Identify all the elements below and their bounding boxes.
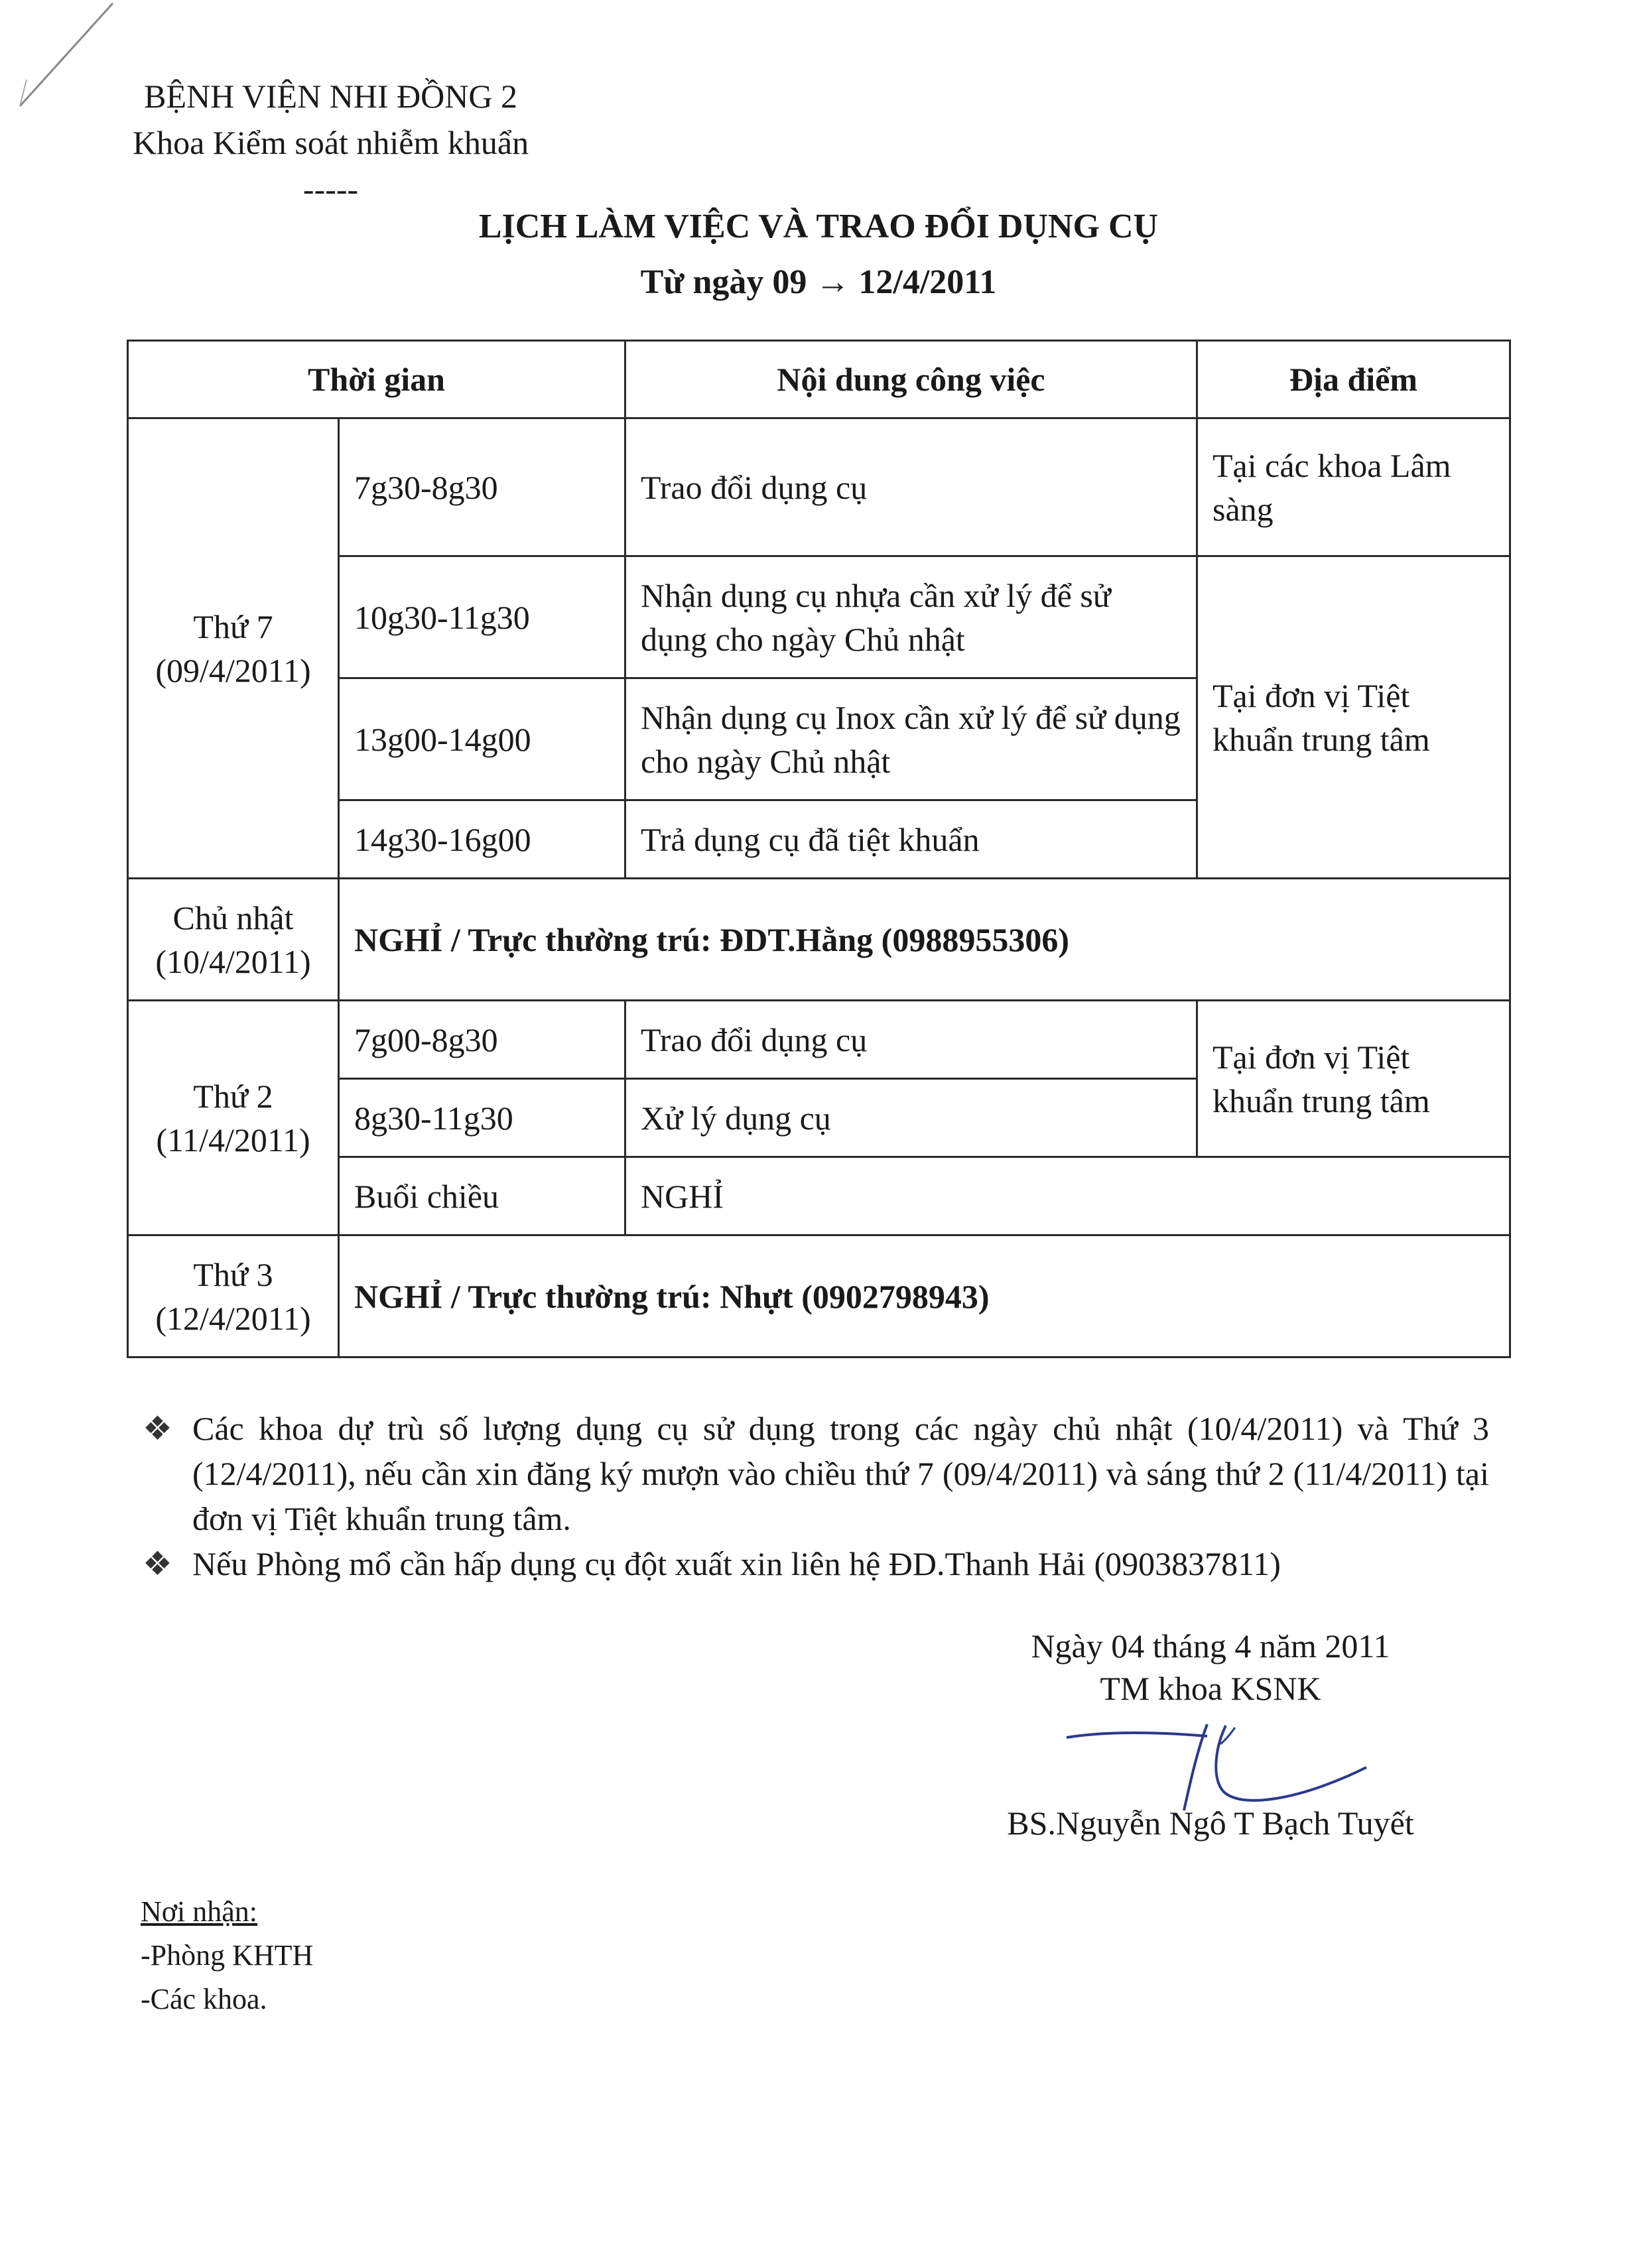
title-date-range: Từ ngày 09 → 12/4/2011 — [640, 263, 997, 301]
content-cell: Trao đổi dụng cụ — [625, 418, 1197, 556]
off-duty-cell: NGHỈ / Trực thường trú: ĐDT.Hằng (0988955306) — [339, 879, 1510, 1001]
day-name: Thứ 2 — [193, 1077, 273, 1115]
day-date: (09/4/2011) — [155, 651, 311, 689]
location-cell: Tại đơn vị Tiệt khuẩn trung tâm — [1197, 556, 1510, 879]
schedule-table — [127, 340, 1511, 1358]
time-cell: 14g30-16g00 — [339, 800, 625, 879]
hospital-name: BỆNH VIỆN NHI ĐỒNG 2 — [144, 78, 518, 115]
content-cell: Nhận dụng cụ nhựa cần xử lý để sử dụng cho ngày Chủ nhật — [625, 556, 1197, 678]
location-cell: Tại các khoa Lâm sàng — [1197, 418, 1510, 556]
content-cell: Nhận dụng cụ Inox cần xử lý để sử dụng cho ngày Chủ nhật — [625, 678, 1197, 800]
scan-corner-mark — [13, 0, 119, 119]
note-text: Các khoa dự trù số lượng dụng cụ sử dụng trong các ngày chủ nhật (10/4/2011) và Thứ 3 (12/4/2011), nếu cần xin đăng ký mượn vào chiều thứ 7 (09/4/2011) và sáng thứ 2 (11/4/2011) tại đơn vị Tiệt khuẩn trung tâm. — [192, 1410, 1489, 1537]
department-name: Khoa Kiểm soát nhiễm khuẩn — [133, 124, 529, 161]
recipient-item: -Phòng KHTH — [141, 1939, 314, 1972]
day-cell-tue — [128, 1235, 339, 1357]
day-date: (10/4/2011) — [155, 942, 311, 980]
time-cell: Buổi chiều — [339, 1157, 625, 1235]
table-row — [128, 418, 1510, 556]
document-header — [133, 73, 529, 212]
recipients-heading: Nơi nhận: — [141, 1895, 258, 1928]
header-content: Nội dung công việc — [625, 341, 1197, 418]
content-cell: Trao đổi dụng cụ — [625, 1001, 1197, 1079]
sign-role: TM khoa KSNK — [1100, 1670, 1321, 1707]
table-row — [128, 1235, 1510, 1357]
note-item — [143, 1406, 1489, 1541]
header-time: Thời gian — [128, 341, 625, 418]
diamond-bullet-icon: ❖ — [143, 1410, 172, 1447]
day-date: (11/4/2011) — [156, 1121, 310, 1159]
title-main: LỊCH LÀM VIỆC VÀ TRAO ĐỔI DỤNG CỤ — [478, 208, 1159, 245]
day-cell-sun — [128, 879, 339, 1001]
off-duty-cell: NGHỈ / Trực thường trú: Nhựt (0902798943) — [339, 1235, 1510, 1357]
time-cell: 7g30-8g30 — [339, 418, 625, 556]
content-cell: NGHỈ — [625, 1157, 1510, 1235]
document-title — [0, 199, 1637, 310]
table-header-row — [128, 341, 1510, 418]
table-row — [128, 879, 1510, 1001]
note-item — [143, 1541, 1489, 1586]
content-cell: Trả dụng cụ đã tiệt khuẩn — [625, 800, 1197, 879]
day-cell-sat — [128, 418, 339, 879]
content-cell: Xử lý dụng cụ — [625, 1079, 1197, 1157]
day-name: Thứ 3 — [193, 1255, 273, 1293]
day-name: Chủ nhật — [172, 899, 294, 936]
signature-block — [929, 1625, 1492, 1710]
diamond-bullet-icon: ❖ — [143, 1545, 172, 1582]
day-date: (12/4/2011) — [155, 1299, 311, 1337]
notes-section — [143, 1406, 1489, 1586]
time-cell: 8g30-11g30 — [339, 1079, 625, 1157]
signer-name: BS.Nguyễn Ngô T Bạch Tuyết — [1007, 1804, 1414, 1842]
recipients-block — [141, 1890, 313, 2021]
location-cell: Tại đơn vị Tiệt khuẩn trung tâm — [1197, 1001, 1510, 1157]
table-row — [128, 1001, 1510, 1079]
time-cell: 7g00-8g30 — [339, 1001, 625, 1079]
time-cell: 13g00-14g00 — [339, 678, 625, 800]
header-separator: ----- — [302, 170, 359, 208]
header-location: Địa điểm — [1197, 341, 1510, 418]
time-cell: 10g30-11g30 — [339, 556, 625, 678]
sign-date: Ngày 04 tháng 4 năm 2011 — [1031, 1627, 1390, 1665]
recipient-item: -Các khoa. — [141, 1983, 267, 2015]
note-text: Nếu Phòng mổ cần hấp dụng cụ đột xuất xin liên hệ ĐD.Thanh Hải (0903837811) — [192, 1545, 1281, 1582]
day-cell-mon — [128, 1001, 339, 1235]
day-name: Thứ 7 — [193, 607, 273, 645]
